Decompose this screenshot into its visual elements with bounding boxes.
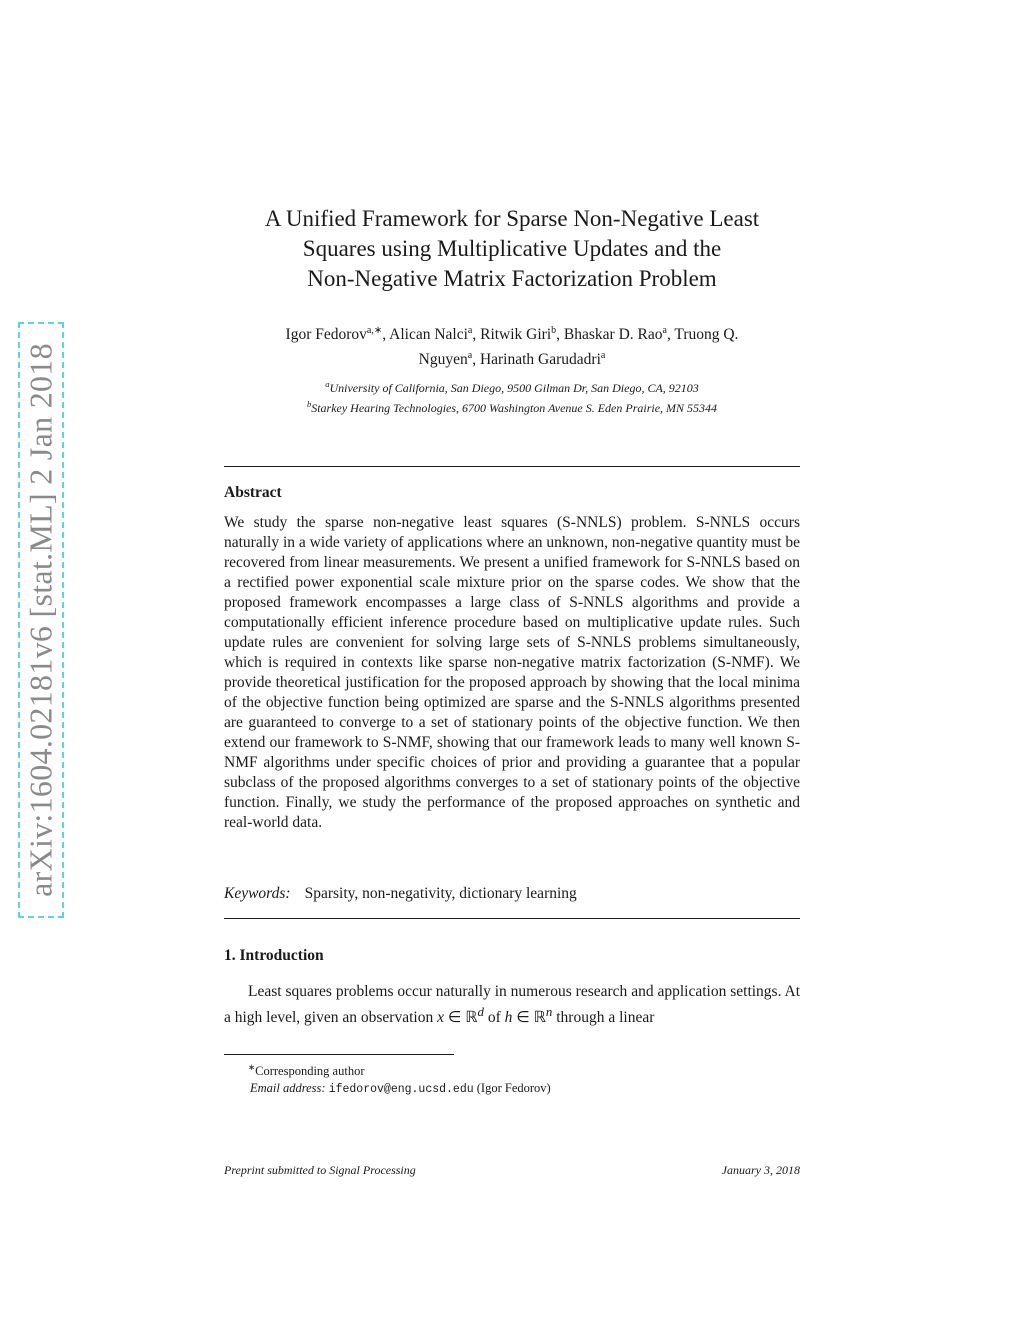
email-label: Email address: — [250, 1081, 326, 1096]
math-op: ∈ ℝ — [512, 1009, 546, 1027]
author-mark: a — [662, 325, 667, 336]
affiliation-text: University of California, San Diego, 9500 Gilman Dr, San Diego, CA, 92103 — [329, 381, 699, 395]
title-line: Non-Negative Matrix Factorization Problem — [307, 266, 717, 291]
affiliation-mark: b — [306, 399, 312, 409]
math-var: x — [437, 1009, 444, 1027]
author-name: , Harinath Garudadri — [472, 351, 601, 369]
intro-text: through a linear — [552, 1009, 655, 1027]
math-op: ∈ ℝ — [443, 1009, 478, 1027]
footer-preprint: Preprint submitted to Signal Processing — [224, 1163, 416, 1177]
affiliation-mark: a — [325, 379, 330, 389]
intro-text: Least squares problems occur naturally in numerous research and application settings. At a high level, given an observation — [224, 983, 800, 1027]
author-name: Nguyen — [418, 351, 468, 369]
abstract-heading: Abstract — [224, 484, 282, 501]
author-mark: b — [551, 325, 557, 336]
math-sup: d — [477, 1004, 484, 1019]
footer-date: January 3, 2018 — [721, 1163, 800, 1177]
paper-title — [222, 204, 802, 294]
affiliation-b — [222, 396, 802, 416]
author-name: , Alican Nalci — [382, 326, 468, 344]
section-heading: 1. Introduction — [224, 947, 324, 964]
arxiv-stamp — [18, 322, 64, 918]
intro-paragraph — [224, 982, 800, 1028]
keywords-text: Sparsity, non-negativity, dictionary learning — [304, 885, 577, 902]
author-mark: a — [600, 350, 606, 362]
footnote-mark: ∗ — [248, 1062, 256, 1072]
intro-text: of — [483, 1009, 505, 1027]
author-list — [222, 320, 802, 370]
footnote-rule — [224, 1054, 454, 1055]
abstract-top-rule — [224, 466, 800, 467]
author-name: , Truong Q. — [666, 326, 739, 344]
email-address: ifedorov@eng.ucsd.edu — [328, 1083, 474, 1097]
author-mark: a — [467, 350, 473, 362]
author-name: , Bhaskar D. Rao — [556, 326, 663, 344]
email-owner: (Igor Fedorov) — [473, 1081, 551, 1096]
author-name: , Ritwik Giri — [472, 326, 552, 344]
affiliation-text: Starkey Hearing Technologies, 6700 Washington Avenue S. Eden Prairie, MN 55344 — [311, 401, 718, 415]
author-mark: a — [467, 325, 473, 336]
abstract-bottom-rule — [224, 918, 800, 919]
author-name: Igor Fedorov — [285, 326, 367, 344]
affiliation-a — [222, 376, 802, 396]
math-sup: n — [545, 1004, 553, 1019]
math-var: h — [504, 1009, 513, 1027]
footnote-corresponding: Corresponding author — [255, 1064, 365, 1079]
footnote — [224, 1059, 551, 1098]
affiliations — [222, 376, 802, 416]
title-line: Squares using Multiplicative Updates and the — [302, 236, 722, 261]
abstract-text: We study the sparse non-negative least squares (S-NNLS) problem. S-NNLS occurs naturally in a wide variety of applications where an unknown, non-negative quantity must be recovered from linear measurements. We present a unified framework for S-NNLS based on a rectified power exponential scale mixture prior on the sparse codes. We show that the proposed framework encompasses a large class of S-NNLS algorithms and provide a computationally efficient inference procedure based on multiplicative update rules. Such update rules are convenient for solving large sets of S-NNLS problems simultaneously, which is required in contexts like sparse non-negative matrix factorization (S-NMF). We provide theoretical justification for the proposed approach by showing that the local minima of the objective function being optimized are sparse and the S-NNLS algorithms presented are guaranteed to converge to a set of stationary points of the objective function. We then extend our framework to S-NMF, showing that our framework leads to many well known S-NMF algorithms under specific choices of prior and providing a guarantee that a popular subclass of the proposed algorithms converges to a set of stationary points of the objective function. Finally, we study the performance of the proposed approaches on synthetic and real-world data. — [224, 514, 800, 831]
author-mark: a,∗ — [366, 325, 383, 336]
keywords-label: Keywords: — [224, 885, 291, 902]
arxiv-id: arXiv:1604.02181v6 [stat.ML] 2 Jan 2018 — [22, 343, 59, 897]
title-line: A Unified Framework for Sparse Non-Negative Least — [264, 206, 760, 231]
keywords — [224, 885, 577, 903]
